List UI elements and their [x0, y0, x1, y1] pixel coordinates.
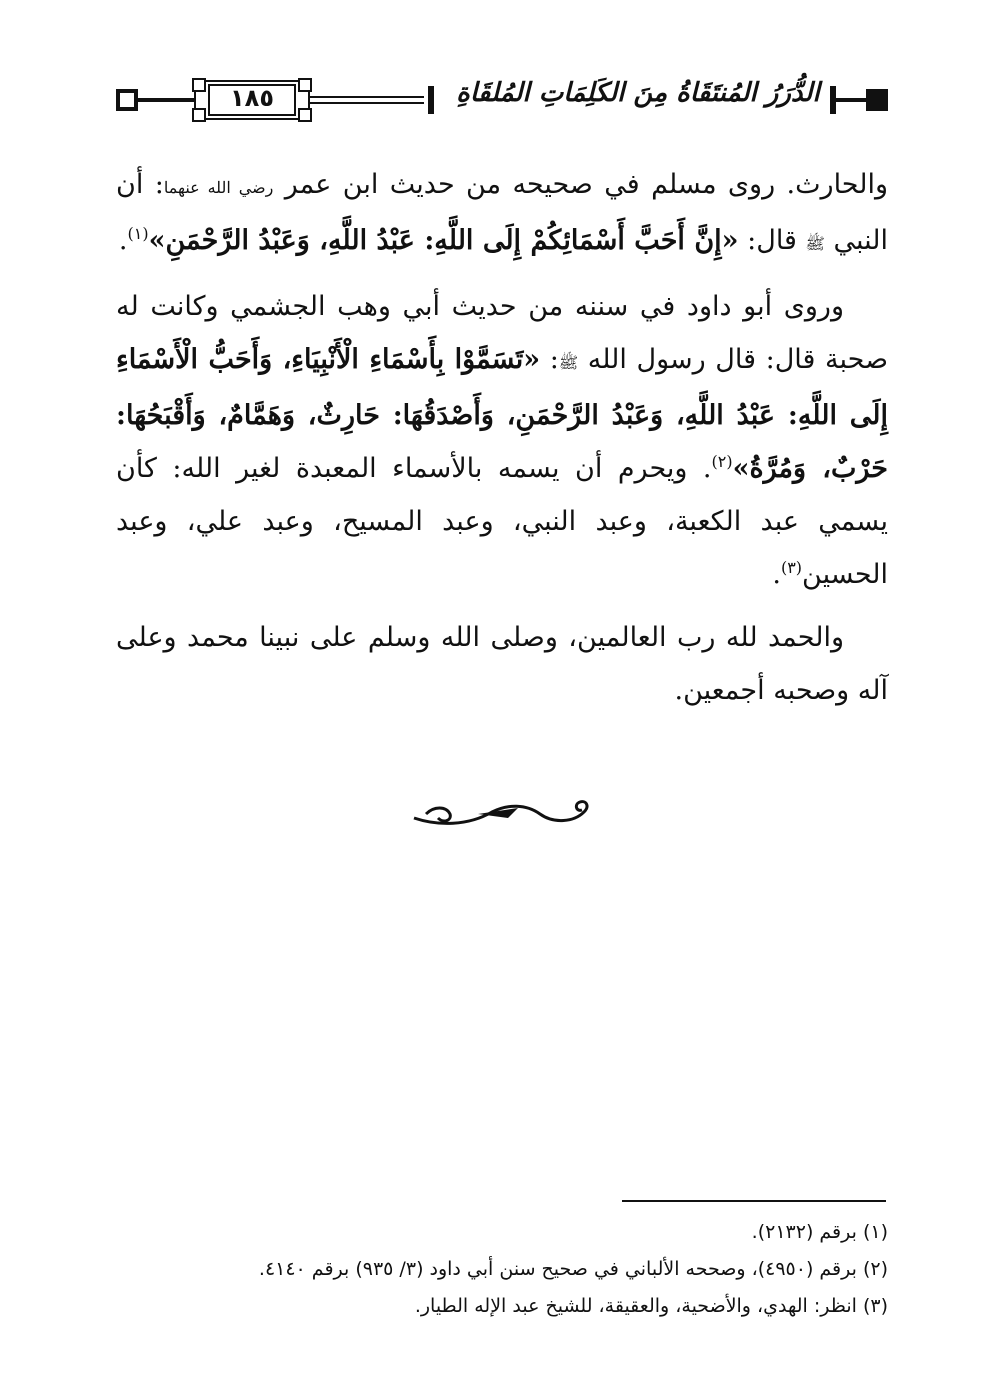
- text-run: . ويحرم أن يسمه بالأسماء المعبدة لغير الله: كأن يسمي عبد الكعبة، وعبد النبي، وعبد المسيح، وعبد علي، وعبد الحسين: [116, 453, 888, 590]
- hadith-quote: «إِنَّ أَحَبَّ أَسْمَائِكُمْ إِلَى اللَّهِ: عَبْدُ اللَّهِ، وَعَبْدُ الرَّحْمَنِ»: [148, 225, 739, 256]
- text-run: والحارث. روى مسلم في صحيحه من حديث ابن عمر: [273, 169, 888, 200]
- header-rule-left: [138, 98, 194, 102]
- footnote-separator: [622, 1200, 886, 1202]
- honorific: ﷺ: [805, 234, 825, 253]
- paragraph: والحمد لله رب العالمين، وصلى الله وسلم على نبينا محمد وعلى آله وصحبه أجمعين.: [116, 622, 888, 706]
- header-rule-right: [836, 98, 866, 102]
- main-text: [116, 158, 888, 727]
- text-run: قال:: [738, 225, 806, 256]
- footnote: (٣) انظر: الهدي، والأضحية، والعقيقة، للشيخ عبد الإله الطيار.: [414, 1295, 888, 1317]
- header-rule-middle: [310, 96, 424, 98]
- header-bar: [428, 86, 434, 114]
- footnote-ref: (١): [127, 224, 149, 243]
- ornament-divider: [408, 796, 596, 832]
- hadith-quote: «تَسَمَّوْا بِأَسْمَاءِ الْأَنْبِيَاءِ، وَأَحَبُّ الْأَسْمَاءِ إِلَى اللَّهِ: عَبْدُ اللَّهِ، وَعَبْدُ الرَّحْمَنِ، وَأَصْدَقُهَا: حَارِثٌ، وَهَمَّامٌ، وَأَقْبَحُهَا: حَرْبٌ، وَمُرَّةُ»: [116, 344, 888, 484]
- footnote: (٢) برقم (٤٩٥٠)، وصححه الألباني في صحيح سنن أبي داود (٣/ ٩٣٥) برقم ٤١٤٠.: [258, 1258, 888, 1280]
- paragraph: [116, 158, 888, 270]
- text-run: .: [118, 225, 128, 256]
- footnotes: [116, 1214, 888, 1325]
- text-run: :: [540, 344, 559, 375]
- header-rule-middle: [310, 102, 424, 104]
- text-run: وروى أبو داود في سننه من حديث أبي وهب الجشمي وكانت له صحبة قال: قال رسول الله: [116, 291, 888, 375]
- footnote: (١) برقم (٢١٣٢).: [751, 1221, 888, 1243]
- page-number-frame: [194, 80, 310, 120]
- header-square-solid: [866, 89, 888, 111]
- page-header: [116, 72, 888, 128]
- footnote-ref: (٣): [780, 558, 803, 577]
- text-run: .: [772, 559, 781, 590]
- paragraph: [116, 280, 888, 601]
- honorific: رضي الله عنهما: [163, 178, 274, 197]
- book-title: الدُّرَرُ المُنتَقَاةُ مِنَ الكَلِمَاتِ المُلقَاةِ: [456, 78, 820, 108]
- page-number: ١٨٥: [230, 84, 274, 112]
- text-run: : أن النبي: [116, 169, 888, 256]
- honorific: ﷺ: [558, 353, 579, 372]
- header-square-outline: [116, 89, 138, 111]
- footnote-ref: (٢): [711, 452, 733, 471]
